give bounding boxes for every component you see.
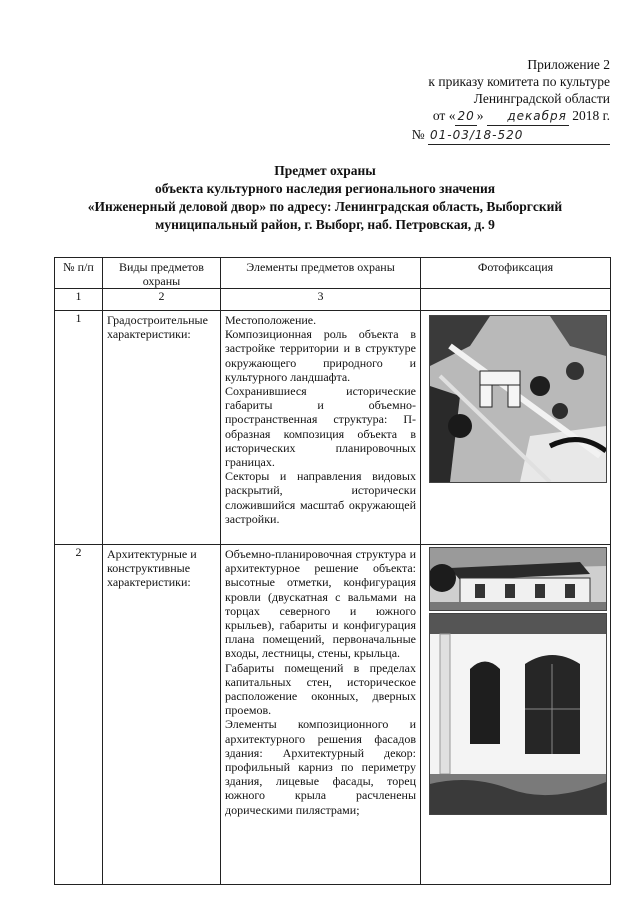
- order-reference: к приказу комитета по культуре: [428, 74, 610, 89]
- element-paragraph: Сохранившиеся исторические габариты и объемно-пространственная структура: П-образная композиция объекта в исторических планировочных границах.: [225, 384, 416, 470]
- date-prefix: от «: [432, 108, 456, 123]
- photo-cell: [421, 311, 611, 545]
- element-paragraph: Элементы композиционного и архитектурного решения фасадов здания: Архитектурный декор: профильный карниз по периметру здания, лицевые фасады, торец южного крыла расчленены дорическими пилястрами;: [225, 717, 416, 817]
- table-row: [55, 311, 611, 545]
- header-photo: Фотофиксация: [421, 258, 611, 289]
- table-row: [55, 545, 611, 885]
- date-month: декабря: [487, 108, 569, 126]
- appendix-header: [400, 56, 610, 145]
- date-year: 2018 г.: [572, 108, 610, 123]
- col-number-3: 3: [221, 289, 421, 311]
- row-number: 1: [55, 311, 103, 545]
- date-day: 20: [455, 108, 476, 126]
- title-line-2: объекта культурного наследия регионального значения: [154, 181, 496, 196]
- protection-kind: Архитектурные и конструктивные характеристики:: [103, 545, 221, 885]
- appendix-label: Приложение 2: [527, 57, 610, 72]
- title-line-4: муниципальный район, г. Выборг, наб. Петровская, д. 9: [155, 217, 495, 232]
- element-paragraph: Габариты помещений в пределах капитальных стен, историческое расположение оконных, дверных проемов.: [225, 660, 416, 718]
- protection-elements: [221, 311, 421, 545]
- photo-cell: [421, 545, 611, 885]
- number-value: 01-03/18-520: [428, 127, 610, 145]
- aerial-photo: [429, 315, 607, 483]
- order-date: [400, 107, 610, 126]
- number-prefix: №: [411, 127, 428, 142]
- title-line-1: Предмет охраны: [274, 163, 376, 178]
- col-number-1: 1: [55, 289, 103, 311]
- header-kind: Виды предметов охраны: [103, 258, 221, 289]
- protection-elements: [221, 545, 421, 885]
- column-number-row: [55, 289, 611, 311]
- protection-kind: Градостроительные характеристики:: [103, 311, 221, 545]
- order-number: [400, 126, 610, 145]
- protection-table: [54, 257, 611, 885]
- row-number: 2: [55, 545, 103, 885]
- table-header-row: [55, 258, 611, 289]
- region-name: Ленинградской области: [473, 91, 610, 106]
- header-num: № п/п: [55, 258, 103, 289]
- element-paragraph: Местоположение.: [225, 313, 317, 327]
- date-mid: »: [476, 108, 487, 123]
- element-paragraph: Объемно-планировочная структура и архитектурное решение объекта: высотные отметки, конфигурация кровли (двускатная с вальмами на торцах северного и южного крыльев), габариты и конфигурация плана помещений, первоначальные входы, лестницы, стены, крыльца.: [225, 547, 416, 661]
- col-number-4: [421, 289, 611, 311]
- element-paragraph: Композиционная роль объекта в застройке территории и в структуре окружающего природного и культурного ландшафта.: [225, 327, 416, 384]
- title-line-3: «Инженерный деловой двор» по адресу: Ленинградская область, Выборгский: [87, 199, 563, 214]
- document-title: [40, 162, 610, 234]
- element-paragraph: Секторы и направления видовых раскрытий, исторически сложившийся масштаб окружающей застройки.: [225, 469, 416, 526]
- col-number-2: 2: [103, 289, 221, 311]
- wall-photo: [429, 613, 607, 815]
- facade-photo: [429, 547, 607, 611]
- header-elements: Элементы предметов охраны: [221, 258, 421, 289]
